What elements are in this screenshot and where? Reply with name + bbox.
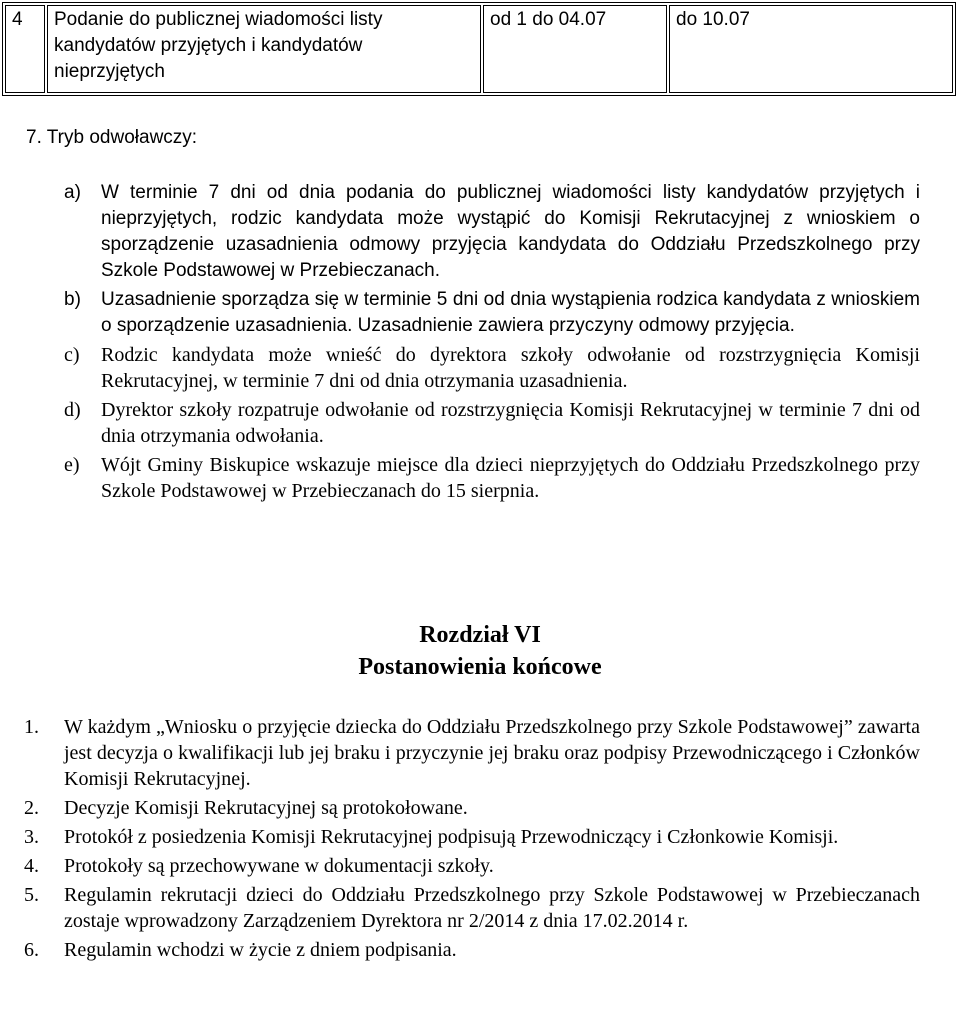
list-item-text: Wójt Gminy Biskupice wskazuje miejsce dla dzieci nieprzyjętych do Oddziału Przedszkolnego przy Szkole Podstawowej w Przebieczanach do 15 sierpnia. (101, 454, 920, 502)
list-item-label: a) (64, 182, 81, 203)
final-provisions-list (24, 714, 920, 966)
list-item-text: Protokoły są przechowywane w dokumentacji szkoły. (64, 855, 494, 877)
list-item-text: W terminie 7 dni od dnia podania do publicznej wiadomości listy kandydatów przyjętych i nieprzyjętych, rodzic kandydata może wystąpić do Komisji Rekrutacyjnej z wnioskiem o sporządzenie uzasadnienia odmowy przyjęcia kandydata do Oddziału Przedszkolnego przy Szkole Podstawowej w Przebieczanach. (101, 182, 920, 281)
list-item-label: 3. (24, 826, 39, 848)
list-item-label: 4. (24, 855, 39, 877)
list-item-text: Protokół z posiedzenia Komisji Rekrutacyjnej podpisują Przewodniczący i Członkowie Komisji. (64, 826, 839, 848)
list-item-label: 5. (24, 884, 39, 906)
list-item (64, 287, 920, 339)
row-number-cell: 4 (5, 5, 45, 93)
row-to-date-cell: do 10.07 (669, 5, 953, 93)
row-description-cell: Podanie do publicznej wiadomości listy kandydatów przyjętych i kandydatów nieprzyjętych (47, 5, 481, 93)
list-item-label: 6. (24, 939, 39, 961)
list-item-label: d) (64, 399, 81, 421)
list-item (24, 937, 920, 963)
list-item (24, 795, 920, 821)
list-item (64, 180, 920, 284)
list-item-text: Regulamin wchodzi w życie z dniem podpisania. (64, 939, 457, 961)
schedule-table (2, 2, 956, 96)
appeal-procedure-list (64, 180, 920, 507)
list-item-label: 2. (24, 797, 39, 819)
schedule-table-grid (3, 3, 955, 95)
list-item (24, 714, 920, 792)
list-item-label: 1. (24, 716, 39, 738)
chapter-title: Postanowienia końcowe (358, 654, 602, 680)
list-item (24, 882, 920, 934)
list-item-text: Decyzje Komisji Rekrutacyjnej są protokołowane. (64, 797, 468, 819)
list-item-text: W każdym „Wniosku o przyjęcie dziecka do Oddziału Przedszkolnego przy Szkole Podstawowej” zawarta jest decyzja o kwalifikacji lub jej braku i przyczynie jej braku oraz podpisy Przewodniczącego i Członków Komisji Rekrutacyjnej. (64, 716, 920, 790)
row-from-date-cell: od 1 do 04.07 (483, 5, 667, 93)
chapter-number: Rozdział VI (419, 622, 541, 648)
list-item (64, 342, 920, 394)
list-item (24, 853, 920, 879)
list-item (64, 397, 920, 449)
list-item (64, 452, 920, 504)
list-item-text: Regulamin rekrutacji dzieci do Oddziału Przedszkolnego przy Szkole Podstawowej w Przebieczanach zostaje wprowadzony Zarządzeniem Dyrektora nr 2/2014 z dnia 17.02.2014 r. (64, 884, 920, 932)
list-item-text: Uzasadnienie sporządza się w terminie 5 dni od dnia wystąpienia rodzica kandydata z wnioskiem o sporządzenie uzasadnienia. Uzasadnienie zawiera przyczyny odmowy przyjęcia. (101, 289, 920, 336)
list-item-label: c) (64, 344, 80, 366)
list-item (24, 824, 920, 850)
list-item-label: e) (64, 454, 80, 476)
section-7-heading: 7. Tryb odwoławczy: (26, 127, 198, 148)
list-item-text: Dyrektor szkoły rozpatruje odwołanie od rozstrzygnięcia Komisji Rekrutacyjnej w terminie 7 dni od dnia otrzymania odwołania. (101, 399, 920, 447)
list-item-text: Rodzic kandydata może wnieść do dyrektora szkoły odwołanie od rozstrzygnięcia Komisji Rekrutacyjnej, w terminie 7 dni od dnia otrzymania uzasadnienia. (101, 344, 920, 392)
list-item-label: b) (64, 289, 81, 310)
table-row (5, 5, 953, 93)
